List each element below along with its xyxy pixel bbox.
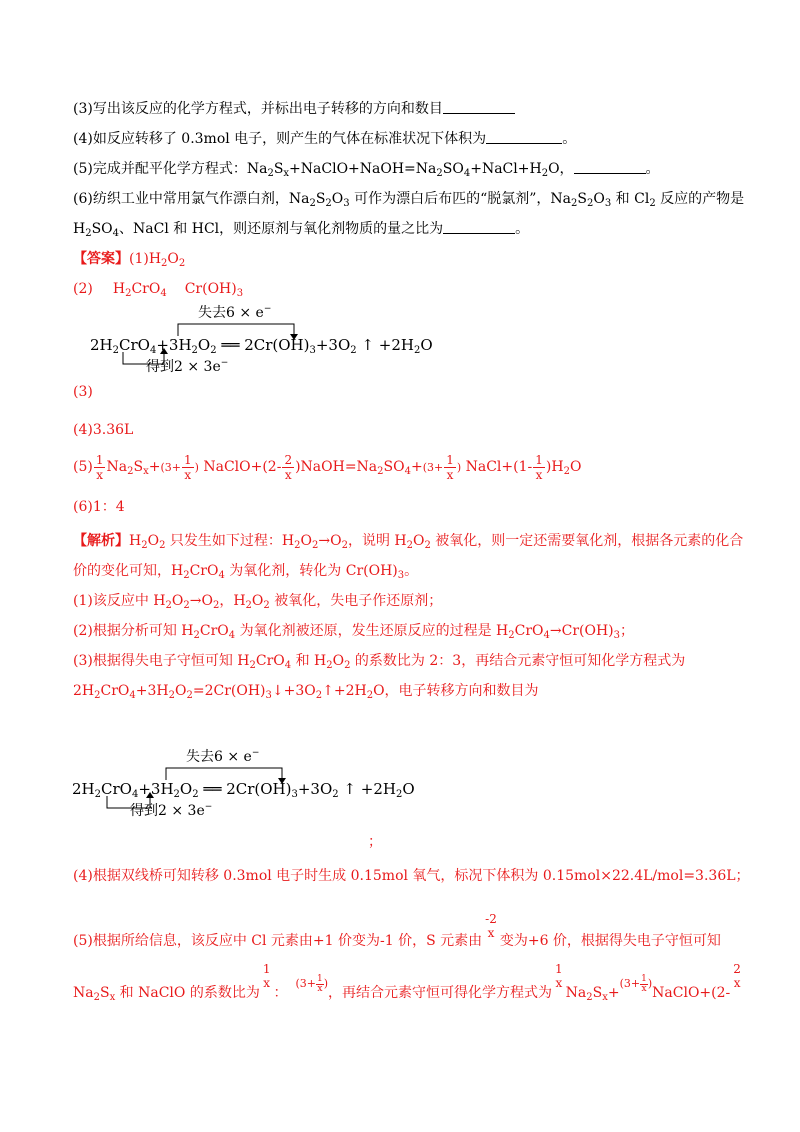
fraction [731,963,743,989]
q6-text: 、NaCl 和 HCl，则还原剂与氧化剂物质的量之比为 [119,221,444,237]
fraction [483,913,499,939]
analysis-text: O [175,683,187,699]
subscript: 2 [183,600,190,611]
q5-text: O， [548,161,574,177]
answer-text: O [167,251,179,267]
answer-text: SO [383,459,405,475]
analysis-text: 为氧化剂被还原，发生还原反应的过程是 H [235,623,509,639]
subscript: 2 [377,466,384,477]
fraction [316,975,324,994]
analysis-text: O [413,533,425,549]
subscript: 3 [397,570,405,581]
subscript: 4 [404,466,411,477]
electron-transfer-diagram-answer [90,302,433,375]
denominator: x [317,984,323,994]
subscript: 2 [210,345,217,356]
numerator: 1 [95,452,104,467]
eq-text: O [420,336,433,354]
analysis-text: S [99,985,110,1001]
analysis-text: ； [368,834,382,850]
superscript: − [204,802,213,812]
subscript: 3 [343,198,350,209]
answer-text: (3+ [422,461,444,474]
label-text: 得到2 × 3e [130,803,205,819]
numerator: -2 [485,912,497,926]
analysis-text: →O [189,593,213,609]
analysis-text: (3+ [295,977,316,990]
subscript: 4 [463,168,471,179]
subscript: 2 [344,660,351,671]
numerator: 1 [262,962,271,976]
analysis-text: →O [318,533,342,549]
subscript: 3 [291,789,298,800]
answer-1 [73,249,185,269]
answer-text: ) [194,461,199,474]
question-4 [73,129,576,149]
subscript: 3 [604,198,612,209]
answer-text: (6)1：4 [73,499,125,515]
eq-text: +3H [138,780,174,798]
analysis-text: O [147,533,160,549]
q5-text: (5)完成并配平化学方程式：Na [73,161,268,177]
analysis-text: 被氧化，则一定还需要氧化剂，根据各元素的化合 [430,533,744,549]
answer-4 [73,420,133,440]
eq-text: +3O [315,336,351,354]
subscript: 2 [267,168,274,179]
analysis-point-5-line-2 [73,963,744,1013]
subscript: 3 [613,630,621,641]
electron-transfer-diagram-analysis [72,746,415,819]
analysis-text: CrO [199,623,229,639]
subscript: 2 [586,198,594,209]
answer-text: ) [456,461,462,474]
subscript: 3 [309,345,316,356]
subscript: 2 [508,630,515,641]
reaction-equation [72,780,415,798]
analysis-text: CrO [189,563,219,579]
subscript: 2 [326,660,333,671]
subscript: 2 [178,258,186,269]
answer-2 [73,279,243,299]
analysis-text: 被氧化，失电子作还原剂； [269,593,443,609]
subscript: 2 [186,690,193,701]
analysis-text: 为氧化剂，转化为 Cr(OH) [224,563,398,579]
q6-text: 反应的产物是 [655,191,745,207]
eq-text: ↑ +2H [338,780,396,798]
analysis-text: 。 [404,563,419,579]
subscript: 2 [395,789,403,800]
analysis-text: (4)根据双线桥可知转移 0.3mol 电子时生成 0.15mol 氧气，标况下体积为 0.15mol×22.4L/mol=3.36L； [73,868,750,884]
analysis-tag: 【解析】 [73,533,129,549]
analysis-text: ，H [219,593,246,609]
q5-text: +NaClO+NaOH=Na [289,161,437,177]
subscript: 2 [85,228,92,239]
subscript: x [109,992,116,1003]
answer-text: (2) [73,281,93,297]
eq-text: O [197,336,211,354]
superscript: − [220,358,229,368]
q5-text: S [273,161,284,177]
subscript: 2 [263,600,270,611]
subscript: x [283,168,290,179]
numerator: 1 [446,452,454,467]
analysis-text: 价的变化可知，H [73,563,184,579]
answer-tag: 【答案】 [73,251,129,267]
subscript: 4 [218,570,225,581]
label-text: 失去6 × e [198,305,264,321]
numerator: 2 [733,962,741,976]
subscript: 4 [284,660,292,671]
eq-text: 2H [90,336,113,354]
analysis-point-5 [73,913,721,959]
analysis-text: O [251,593,264,609]
eq-text: +3O [297,780,333,798]
answer-blank [574,160,646,174]
subscript: 2 [436,168,443,179]
lose-electrons-label [198,302,271,322]
answer-text: O [569,459,582,475]
question-3 [73,99,515,119]
analysis-text: O [300,533,312,549]
eq-text: O [402,780,415,798]
subscript: 2 [586,992,593,1003]
subscript: 2 [541,168,549,179]
analysis-text: ，再结合元素守恒可得化学方程式为 [328,985,553,1001]
q6-text: O [593,191,605,207]
answer-blank [486,130,562,144]
subscript: 2 [112,345,119,356]
subscript: 2 [649,198,656,209]
denominator: x [555,976,563,990]
denominator: x [487,926,495,940]
denominator: x [184,467,192,482]
analysis-point-1 [73,591,442,611]
answer-text: Na [106,459,128,475]
lose-electrons-label [186,746,259,766]
q6-text: SO [91,221,113,237]
fraction [444,454,456,481]
analysis-text: CrO [514,623,544,639]
analysis-text: 只发生如下过程：H [165,533,295,549]
answer-text: Cr(OH) [184,281,237,297]
denominator: x [263,976,271,990]
subscript: 2 [165,600,172,611]
label-text: 失去6 × e [186,749,252,765]
subscript: 2 [325,198,332,209]
subscript: 3 [265,690,272,701]
analysis-text: (3+ [619,977,641,990]
subscript: 4 [149,345,157,356]
subscript: 2 [94,690,101,701]
analysis-text: S [592,985,603,1001]
subscript: 4 [160,288,167,299]
answer-text: (3+ [160,461,181,474]
subscript: 2 [93,992,100,1003]
analysis-text: 和 NaClO 的系数比为 [115,985,260,1001]
analysis-text: CrO [255,653,285,669]
analysis-point-2 [73,621,634,641]
answer-text: CrO [131,281,161,297]
analysis-text: + [607,985,620,1001]
subscript: 2 [341,540,348,551]
analysis-text: ： [273,985,288,1001]
subscript: 4 [543,630,550,641]
analysis-line-2 [73,561,418,581]
q6-text: S [315,191,326,207]
subscript: x [143,466,149,477]
answer-text: )NaOH=Na [295,459,378,475]
answer-text: )H [545,459,564,475]
numerator: 1 [317,974,323,984]
fraction [182,454,194,481]
fraction [533,454,545,481]
subscript: 2 [294,540,301,551]
subscript: 2 [332,789,339,800]
subscript: 2 [212,600,220,611]
subscript: 2 [563,466,570,477]
subscript: 2 [249,660,256,671]
eq-text: 2H [72,780,95,798]
question-5 [73,159,660,179]
subscript: 2 [413,345,421,356]
numerator: 1 [535,452,543,467]
q4-suffix: 。 [562,131,577,147]
subscript: 2 [161,258,168,269]
denominator: x [446,467,454,482]
numerator: 1 [555,962,563,976]
subscript: 4 [228,630,236,641]
reaction-equation [90,336,433,354]
q5-text: SO [442,161,464,177]
denominator: x [96,467,104,482]
q3-text: (3)写出该反应的化学方程式，并标出电子转移的方向和数目 [73,101,443,117]
answer-text: (3) [73,384,93,400]
subscript: 2 [424,540,431,551]
subscript: 2 [193,630,200,641]
fraction [94,454,106,481]
analysis-text: O [332,653,345,669]
question-6-line-1 [73,189,744,209]
subscript: 2 [141,540,148,551]
denominator: x [733,976,741,990]
subscript: 2 [125,288,132,299]
eq-text: ↑ +2H [356,336,414,354]
analysis-point-4 [73,866,750,886]
subscript: x [602,992,608,1003]
analysis-text: ↑+2H [322,683,367,699]
analysis-text: (2)根据分析可知 H [73,623,194,639]
analysis-text: (3)根据得失电子守恒可知 H [73,653,250,669]
analysis-text: (5)根据所给信息，该反应中 Cl 元素由+1 价变为-1 价，S 元素由 [73,933,483,949]
answer-text: NaCl+(1- [461,459,533,475]
diagram-semicolon [368,832,382,852]
eq-text: CrO [119,336,150,354]
numerator: 1 [183,452,192,467]
subscript: 2 [309,198,316,209]
q4-text: (4)如反应转移了 0.3mol 电子，则产生的气体在标准状况下体积为 [73,131,487,147]
denominator: x [535,467,543,482]
analysis-text: ↓+3O [271,683,316,699]
analysis-text: ，说明 H [347,533,407,549]
answer-text: (5) [73,459,93,475]
subscript: 2 [192,789,199,800]
analysis-text: ) [323,977,329,990]
answer-text: (1)H [129,251,162,267]
eq-text: +3H [156,336,192,354]
subscript: 2 [173,789,180,800]
answer-text: NaClO+(2- [198,459,282,475]
q6-suffix: 。 [515,221,530,237]
gain-electrons-label [146,356,228,376]
analysis-text: =2Cr(OH) [192,683,266,699]
subscript: 2 [350,345,357,356]
analysis-text: Na [565,985,587,1001]
analysis-text: +3H [135,683,169,699]
analysis-text: CrO [100,683,130,699]
answer-blank [443,100,515,114]
superscript: − [251,748,260,758]
analysis-text: O [171,593,184,609]
gain-electrons-label [130,800,212,820]
subscript: 2 [311,540,319,551]
analysis-point-3-equation [73,681,539,701]
q5-text: +NaCl+H [470,161,542,177]
subscript: 3 [236,288,244,299]
analysis-text: NaClO+(2- [652,985,731,1001]
answer-blank [443,220,515,234]
subscript: 4 [131,789,139,800]
q6-text: (6)纺织工业中常用氯气作漂白剂，Na [73,191,310,207]
analysis-text: ) [647,977,653,990]
subscript: 2 [245,600,252,611]
subscript: 2 [127,466,134,477]
subscript: 2 [191,345,198,356]
subscript: 2 [94,789,101,800]
q5-suffix: 。 [645,161,660,177]
subscript: 4 [129,690,136,701]
q6-text: 可作为漂白后布匹的“脱氯剂”，Na [349,191,572,207]
analysis-text: ； [620,623,635,639]
q6-text: H [73,221,86,237]
analysis-text: O，电子转移方向和数目为 [373,683,539,699]
subscript: 2 [168,690,175,701]
eq-text: CrO [101,780,132,798]
answer-5 [73,449,581,486]
superscript: − [263,304,272,314]
analysis-point-3 [73,651,685,671]
answer-text: + [148,459,161,475]
q6-text: 和 Cl [611,191,650,207]
analysis-text: 的系数比为 2：3，再结合元素守恒可知化学方程式为 [350,653,686,669]
answer-text: + [410,459,423,475]
subscript: 2 [159,540,166,551]
subscript: 4 [112,228,120,239]
q6-text: O [331,191,344,207]
label-text: 得到2 × 3e [146,359,221,375]
numerator: 2 [284,452,293,467]
fraction [261,963,273,989]
fraction [553,963,565,989]
analysis-text: →Cr(OH) [549,623,614,639]
eq-text: ══ 2Cr(OH) [216,336,310,354]
analysis-text: H [129,533,142,549]
eq-text: O [179,780,193,798]
subscript: 2 [406,540,413,551]
analysis-text: 2H [73,683,95,699]
answer-text: S [133,459,144,475]
eq-text: ══ 2Cr(OH) [198,780,292,798]
denominator: x [641,984,647,994]
subscript: 2 [183,570,190,581]
subscript: 2 [571,198,578,209]
analysis-line-1 [73,531,743,551]
analysis-text: 变为+6 价，根据得失电子守恒可知 [499,933,721,949]
answer-6 [73,497,125,517]
question-6-line-2 [73,219,529,239]
answer-text: H [112,281,126,297]
numerator: 1 [641,974,647,984]
subscript: 2 [366,690,374,701]
answer-text: (4)3.36L [73,422,134,438]
fraction [282,454,294,481]
analysis-text: (1)该反应中 H [73,593,166,609]
analysis-text: 和 H [291,653,327,669]
analysis-text: Na [73,985,94,1001]
denominator: x [284,467,292,482]
answer-3 [73,382,93,402]
subscript: 2 [315,690,323,701]
q6-text: S [577,191,587,207]
fraction [640,975,648,994]
